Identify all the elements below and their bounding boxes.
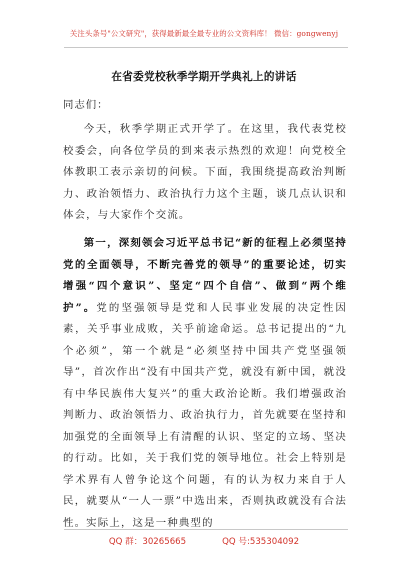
section-1-lead: 第一，深刻领会习近平总书记“新的征程上必须坚持党的全面领导，不断完善党的领导”的重要论述，切实增强“四个意识”、坚定“四个自信”、做到“两个维护”。 <box>63 237 347 314</box>
salutation: 同志们： <box>63 99 109 111</box>
footer-qq-number: QQ 号:535304092 <box>222 537 300 547</box>
footer-qq-group: QQ 群：30265665 <box>108 537 187 547</box>
document-title: 在省委党校秋季学期开学典礼上的讲话 <box>111 71 297 83</box>
paragraph-opening: 今天，秋季学期正式开学了。在这里，我代表党校校委会，向各位学员的到来表示热烈的欢迎！向党校全体教职工表示亲切的问候。下面，我围绕提高政治判断力、政治领悟力、政治执行力这个主题，谈几点认识和体会，与大家作个交流。 <box>63 123 347 221</box>
footer <box>0 535 408 547</box>
paragraph-section-1 <box>63 233 347 534</box>
header-divider <box>64 47 348 48</box>
header-banner: 关注头条号"公文研究"，获得最新最全最专业的公文资料库！ 微信：gongwenyj <box>69 29 339 38</box>
footer-divider <box>64 529 348 530</box>
section-1-body: 党的坚强领导是党和人民事业发展的决定性因素，关乎事业成败，关乎前途命运。总书记提出的“九个必须”，第一个就是“必须坚持中国共产党坚强领导”，首次作出“没有中国共产党，就没有新中国，就没有中华民族伟大复兴”的重大政治论断。我们增强政治判断力、政治领悟力、政治执行力，首先就要在坚持和加强党的全面领导上有清醒的认识、坚定的立场、坚决的行动。比如，关于我们党的领导地位。社会上特别是学术界有人曾争论这个问题，有的认为权力来自于人民，就要从“一人一票”中选出来，否则执政就没有合法性。实际上，这是一种典型的 <box>63 301 348 529</box>
